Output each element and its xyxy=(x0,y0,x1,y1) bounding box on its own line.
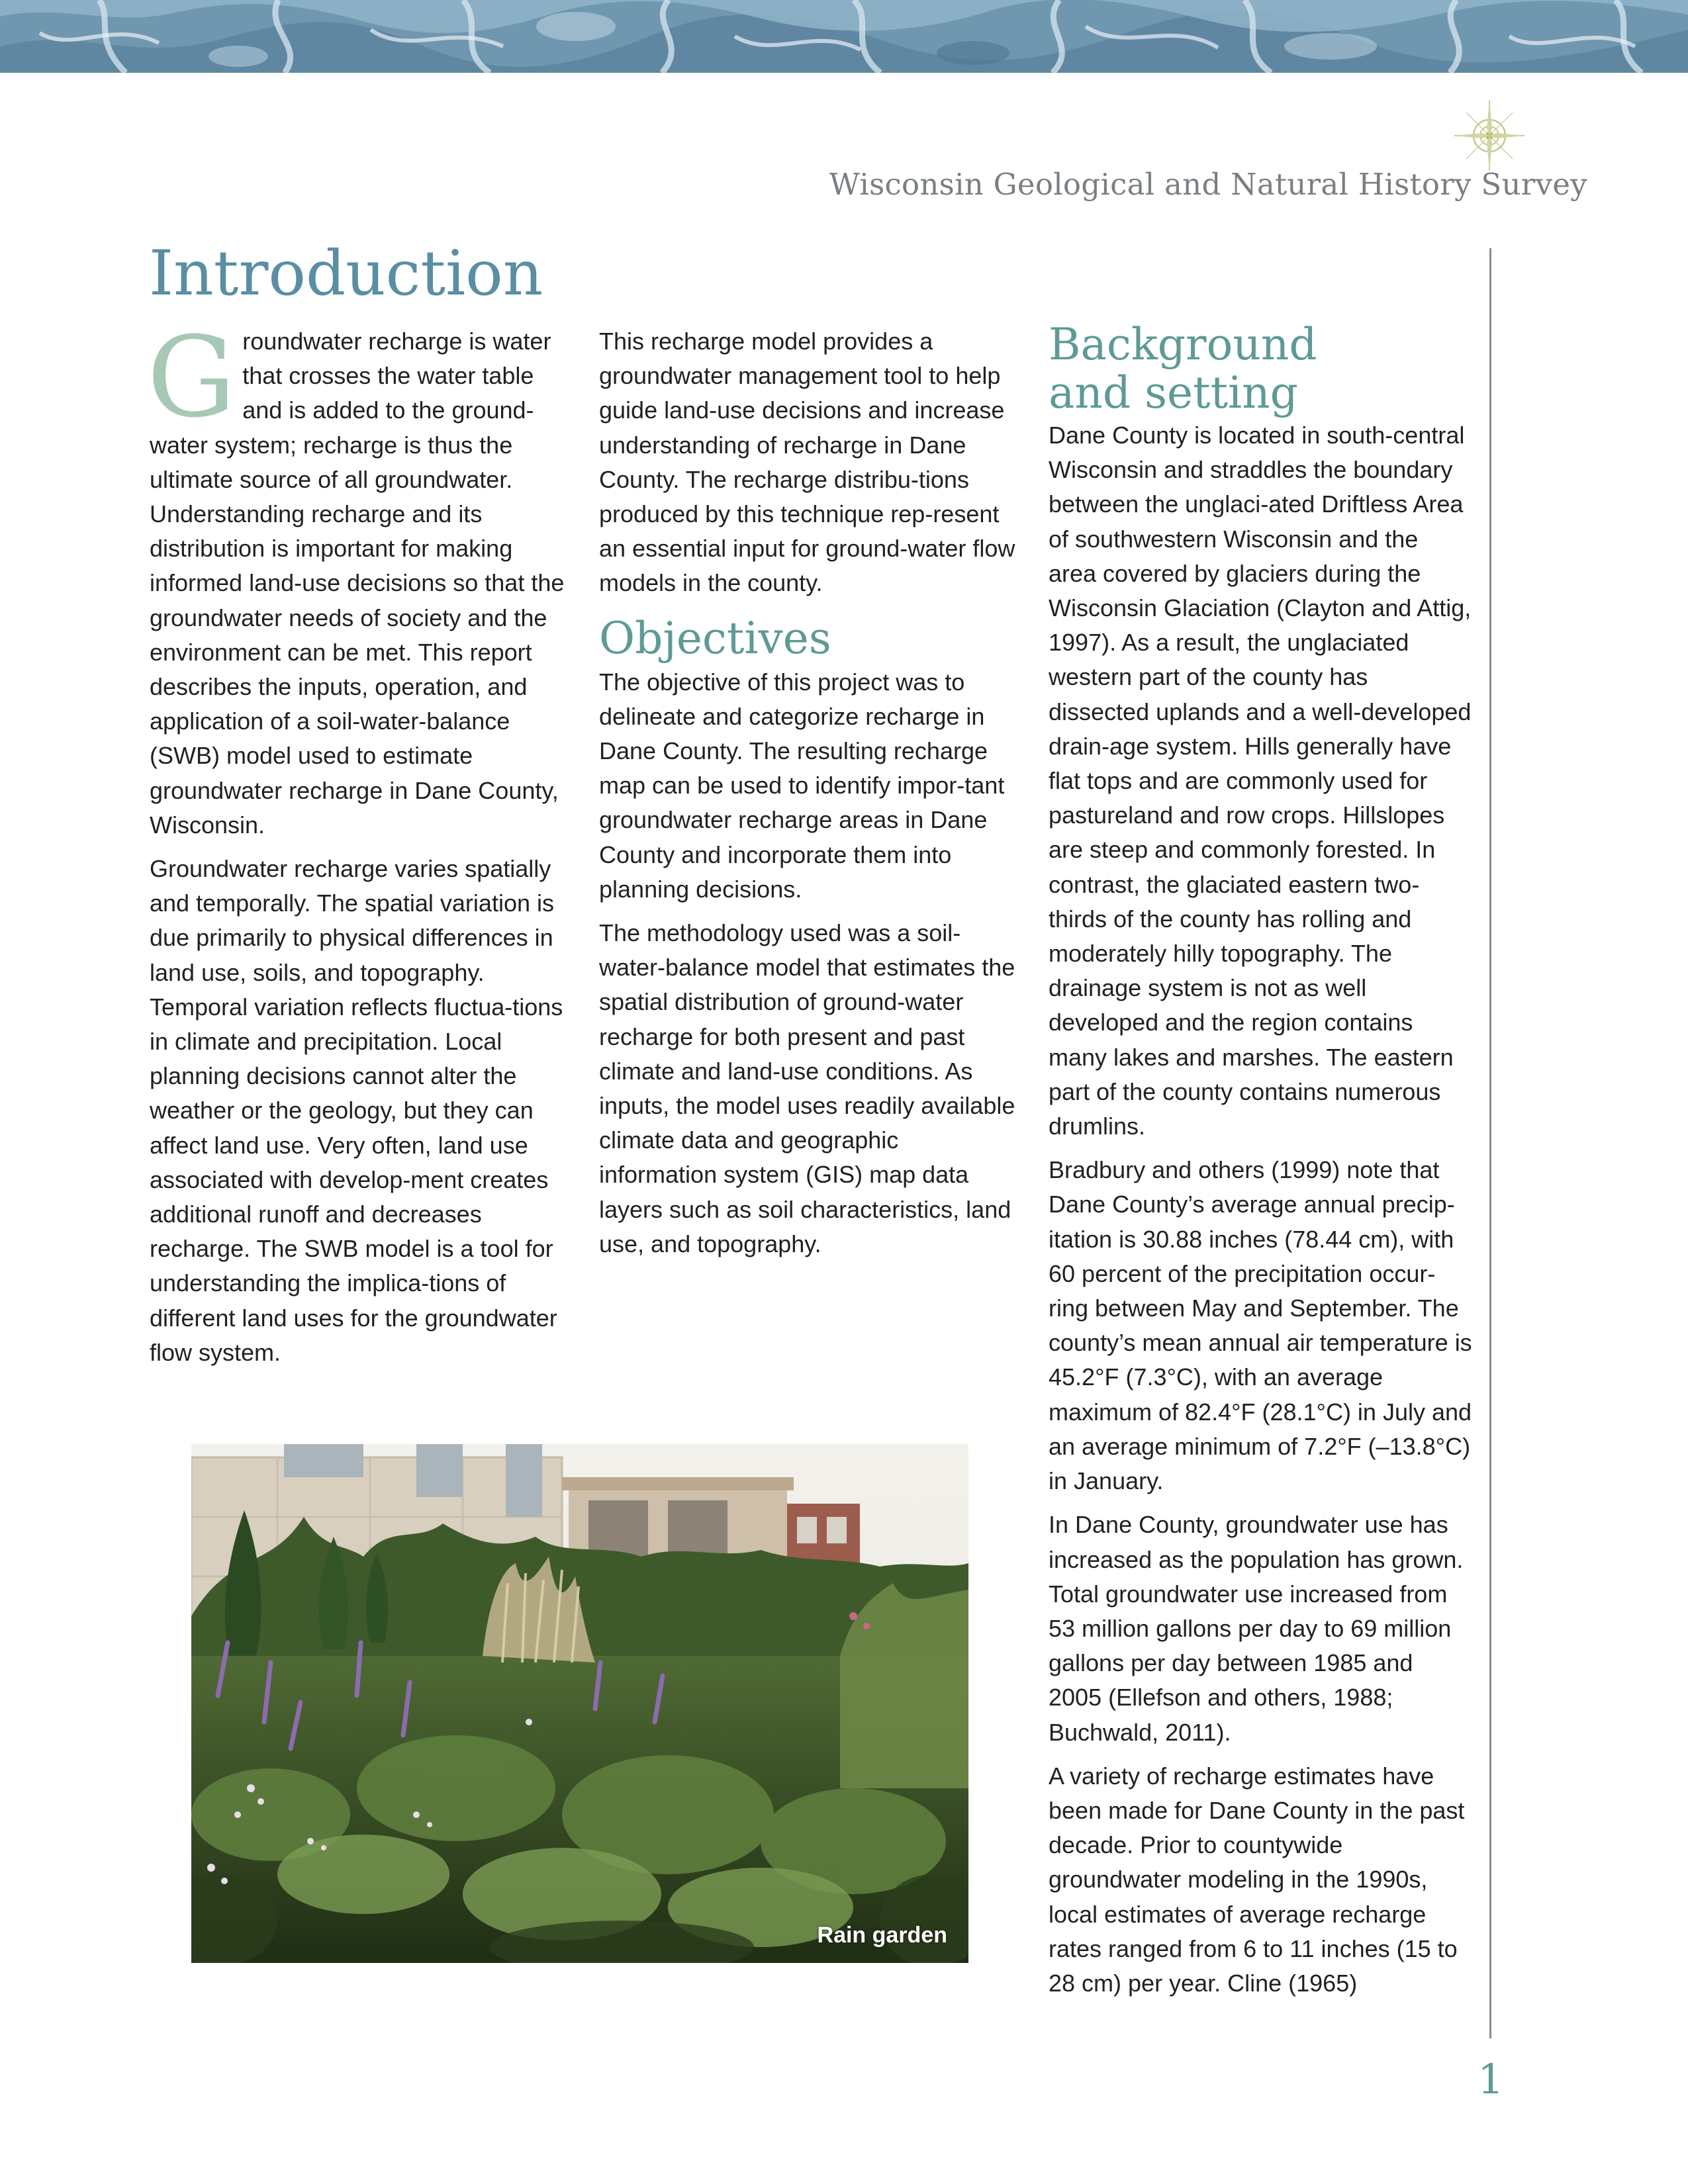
photo-caption: Rain garden xyxy=(817,1923,947,1948)
background-paragraph-1: Dane County is located in south-central Wisconsin and straddles the boundary between the unglaci-ated Driftless Area of southwestern Wisconsin and the area covered by glaciers during the Wisconsin Glaciation (Clayton and Attig, 1997). As a result, the unglaciated western part of the county has dissected uplands and a well-developed drain-age system. Hills generally have flat tops and are commonly used for pastureland and row crops. Hillslopes are steep and commonly forested. In contrast, the glaciated eastern two-thirds of the county has rolling and moderately hilly topography. The drainage system is not as well developed and the region contains many lakes and marshes. The eastern part of the county contains numerous drumlins. xyxy=(1049,422,1472,1140)
background-heading xyxy=(1049,320,1472,417)
intro-paragraph-1 xyxy=(147,312,573,842)
background-paragraph-4: A variety of recharge estimates have been made for Dane County in the past decade. Prior to countywide groundwater modeling in the 1990s, local estimates of average recharge rates ranged from 6 to 11 inches (15 to 28 cm) per year. Cline (1965) xyxy=(1049,1762,1465,1997)
column-1 xyxy=(147,312,573,1379)
marbled-map-pattern xyxy=(0,0,1688,73)
intro-paragraph-2: Groundwater recharge varies spatially and temporally. The spatial variation is due primarily to physical differences in land use, soils, and topography. Temporal variation reflects fluctua-tions in climate and precipitation. Local planning decisions cannot alter the weather or the geology, but they can affect land use. Very often, land use associated with develop-ment creates additional runoff and decreases recharge. The SWB model is a tool for understanding the implica-tions of different land uses for the groundwater flow system. xyxy=(150,855,563,1366)
column-2 xyxy=(599,324,1023,1271)
column-3 xyxy=(1049,320,1472,2010)
compass-rose-icon xyxy=(1453,99,1526,172)
rain-garden-illustration xyxy=(191,1444,968,1963)
background-heading-line-2: and setting xyxy=(1049,367,1298,418)
objectives-paragraph-1: The objective of this project was to delineate and categorize recharge in Dane County. The resulting recharge map can be used to identify impor-tant groundwater recharge areas in Dane County and incorporate them into planning decisions. xyxy=(599,668,1005,903)
header-band xyxy=(0,0,1688,73)
column-divider-rule xyxy=(1489,248,1491,2038)
page-number: 1 xyxy=(1477,2055,1504,2103)
background-paragraph-2: Bradbury and others (1999) note that Dane County’s average annual precip-itation is 30.88 inches (78.44 cm), with 60 percent of the precipitation occur-ring between May and September. The county’s mean annual air temperature is 45.2°F (7.3°C), with an average maximum of 82.4°F (28.1°C) in July and an average minimum of 7.2°F (–13.8°C) in January. xyxy=(1049,1156,1472,1495)
rain-garden-photo xyxy=(191,1444,968,1963)
introduction-heading: Introduction xyxy=(149,238,543,310)
dropcap-letter: G xyxy=(147,312,236,442)
organization-name: Wisconsin Geological and Natural History Survey xyxy=(829,167,1587,202)
objectives-paragraph-2: The methodology used was a soil-water-balance model that estimates the spatial distribution of ground-water recharge for both present and past climate and land-use conditions. As inputs, the model uses readily available climate data and geographic information system (GIS) map data layers such as soil characteristics, land use, and topography. xyxy=(599,919,1015,1257)
background-paragraph-3: In Dane County, groundwater use has increased as the population has grown. Total groundwater use increased from 53 million gallons per day to 69 million gallons per day between 1985 and 2005 (Ellefson and others, 1988; Buchwald, 2011). xyxy=(1049,1511,1464,1746)
intro-paragraph-1-text: roundwater recharge is water that crosses the water table and is added to the ground-water system; recharge is thus the ultimate source of all groundwater. Understanding recharge and its distribution is important for making informed land-use decisions so that the groundwater needs of society and the environment can be met. This report describes the inputs, operation, and application of a soil-water-balance (SWB) model used to estimate groundwater recharge in Dane County, Wisconsin. xyxy=(150,328,565,839)
background-heading-line-1: Background xyxy=(1049,319,1317,370)
intro-paragraph-3: This recharge model provides a groundwater management tool to help guide land-use decisions and increase understanding of recharge in Dane County. The recharge distribu-tions produced by this technique rep-resent an essential input for ground-water flow models in the county. xyxy=(599,328,1015,597)
objectives-heading: Objectives xyxy=(599,612,831,664)
